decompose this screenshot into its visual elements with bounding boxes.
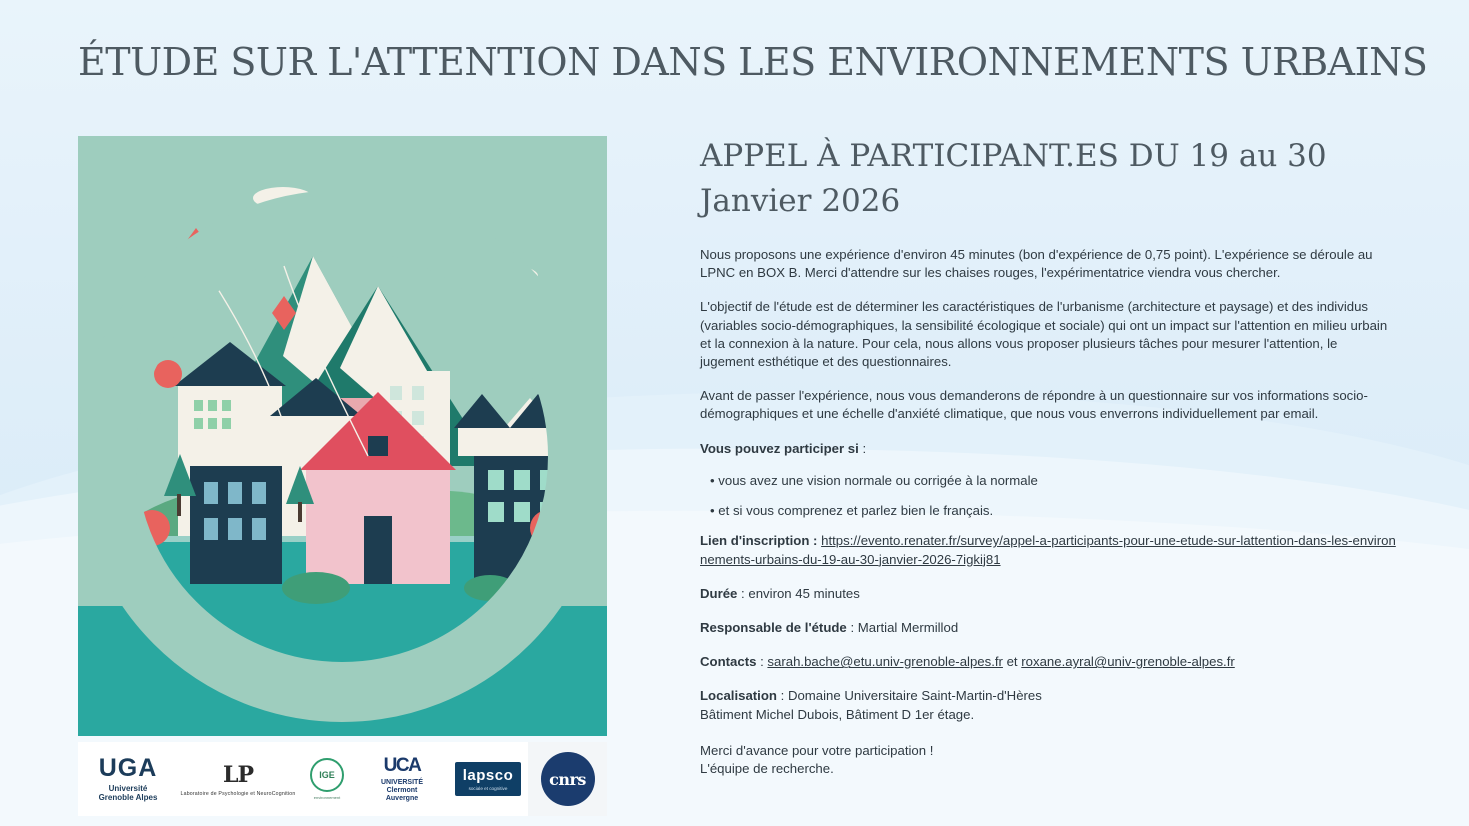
lapsco-logo-sub: sociale et cognitive <box>468 785 508 791</box>
supervisor-label: Responsable de l'étude <box>700 619 847 635</box>
ige-logo-mark: IGE <box>310 758 344 792</box>
illustration <box>78 136 607 736</box>
contacts-line <box>700 653 1400 671</box>
contacts-separator: : <box>756 654 768 670</box>
paragraph-intro: Nous proposons une expérience d'environ 45 minutes (bon d'expérience de 0,75 point). L'expérience se déroule au LPNC en BOX B. Merci d'attendre sur les chaises rouges, l'expérimentatrice viendra vous chercher. <box>700 246 1373 281</box>
lpnc-logo-sub: Laboratoire de Psychologie et NeuroCognition <box>180 790 296 797</box>
city-lake-illustration <box>78 136 607 736</box>
partner-logos <box>78 742 607 816</box>
supervisor-line <box>700 619 1400 637</box>
uga-logo-mark: UGA <box>98 753 158 782</box>
closing-line-1: Merci d'avance pour votre participation ! <box>700 742 934 758</box>
registration-line <box>700 532 1400 568</box>
illustration-canvas <box>78 136 607 736</box>
closing-line-2: L'équipe de recherche. <box>700 761 834 777</box>
contacts-label: Contacts <box>700 654 757 670</box>
page-title: ÉTUDE SUR L'ATTENTION DANS LES ENVIRONNEMENTS URBAINS <box>78 40 1428 84</box>
location-label: Localisation <box>700 688 777 704</box>
criteria-list <box>700 472 1400 520</box>
contact-email-2[interactable]: roxane.ayral@univ-grenoble-alpes.fr <box>1021 654 1235 670</box>
uca-logo-sub: UNIVERSITÉ Clermont Auvergne <box>380 778 423 803</box>
criteria-heading <box>700 440 1390 458</box>
location-value: : Domaine Universitaire Saint-Martin-d'Hères <box>776 688 1042 704</box>
registration-link[interactable]: https://evento.renater.fr/survey/appel-a-participants-pour-une-etude-sur-lattention-dans-les-environnements-urbains-du-19-au-30-janvier-2026-7igkij81 <box>700 533 1396 567</box>
call-title: APPEL À PARTICIPANT.ES DU 19 au 30 Janvier 2026 <box>700 138 1327 219</box>
closing-text <box>700 742 1400 778</box>
uca-logo-mark: UCA <box>383 754 421 776</box>
lapsco-logo-mark: lapsco <box>462 766 514 784</box>
cnrs-logo-mark: cnrs <box>541 752 595 806</box>
lpnc-logo <box>178 742 298 816</box>
paragraph-prequestionnaire: Avant de passer l'expérience, nous vous demanderons de répondre à un questionnaire sur vos informations socio-démographiques et une échelle d'anxiété climatique, que nous vous enverrons individuellement par email. <box>700 388 1368 422</box>
duration-line <box>700 585 1400 603</box>
contacts-conjunction: et <box>1002 654 1022 670</box>
lapsco-logo <box>448 742 528 816</box>
registration-label: Lien d'inscription : <box>700 533 818 549</box>
duration-value: : environ 45 minutes <box>737 585 860 601</box>
supervisor-value: : Martial Mermillod <box>846 619 959 635</box>
call-for-participants-panel <box>700 134 1400 791</box>
contact-email-1[interactable]: sarah.bache@etu.univ-grenoble-alpes.fr <box>767 654 1003 670</box>
duration-label: Durée <box>700 585 738 601</box>
ige-logo <box>298 742 356 816</box>
criteria-item: • vous avez une vision normale ou corrigée à la normale <box>710 472 1038 488</box>
lapsco-logo-badge <box>455 762 522 797</box>
paragraph-objective: L'objectif de l'étude est de déterminer les caractéristiques de l'urbanisme (architecture et paysage) et des individus (variables socio-démographiques, la sensibilité écologique et sociale) qui ont un impact sur l'attention en milieu urbain et la connexion à la nature. Pour cela, nous allons vous proposer plusieurs tâches pour mesurer l'attention, le jugement esthétique et des questionnaires. <box>700 299 1388 369</box>
cnrs-logo <box>528 742 607 816</box>
location-line2: Bâtiment Michel Dubois, Bâtiment D 1er étage. <box>700 706 975 722</box>
location-line <box>700 687 1400 723</box>
uga-logo-sub: Université Grenoble Alpes <box>98 783 158 802</box>
criteria-item: • et si vous comprenez et parlez bien le français. <box>710 503 994 519</box>
criteria-heading-suffix: : <box>858 440 867 456</box>
ige-logo-sub: environnement <box>313 795 341 800</box>
uca-logo <box>356 742 448 816</box>
criteria-heading-label: Vous pouvez participer si <box>700 440 859 456</box>
lpnc-logo-mark: LP <box>222 761 253 788</box>
uga-logo <box>78 742 178 816</box>
